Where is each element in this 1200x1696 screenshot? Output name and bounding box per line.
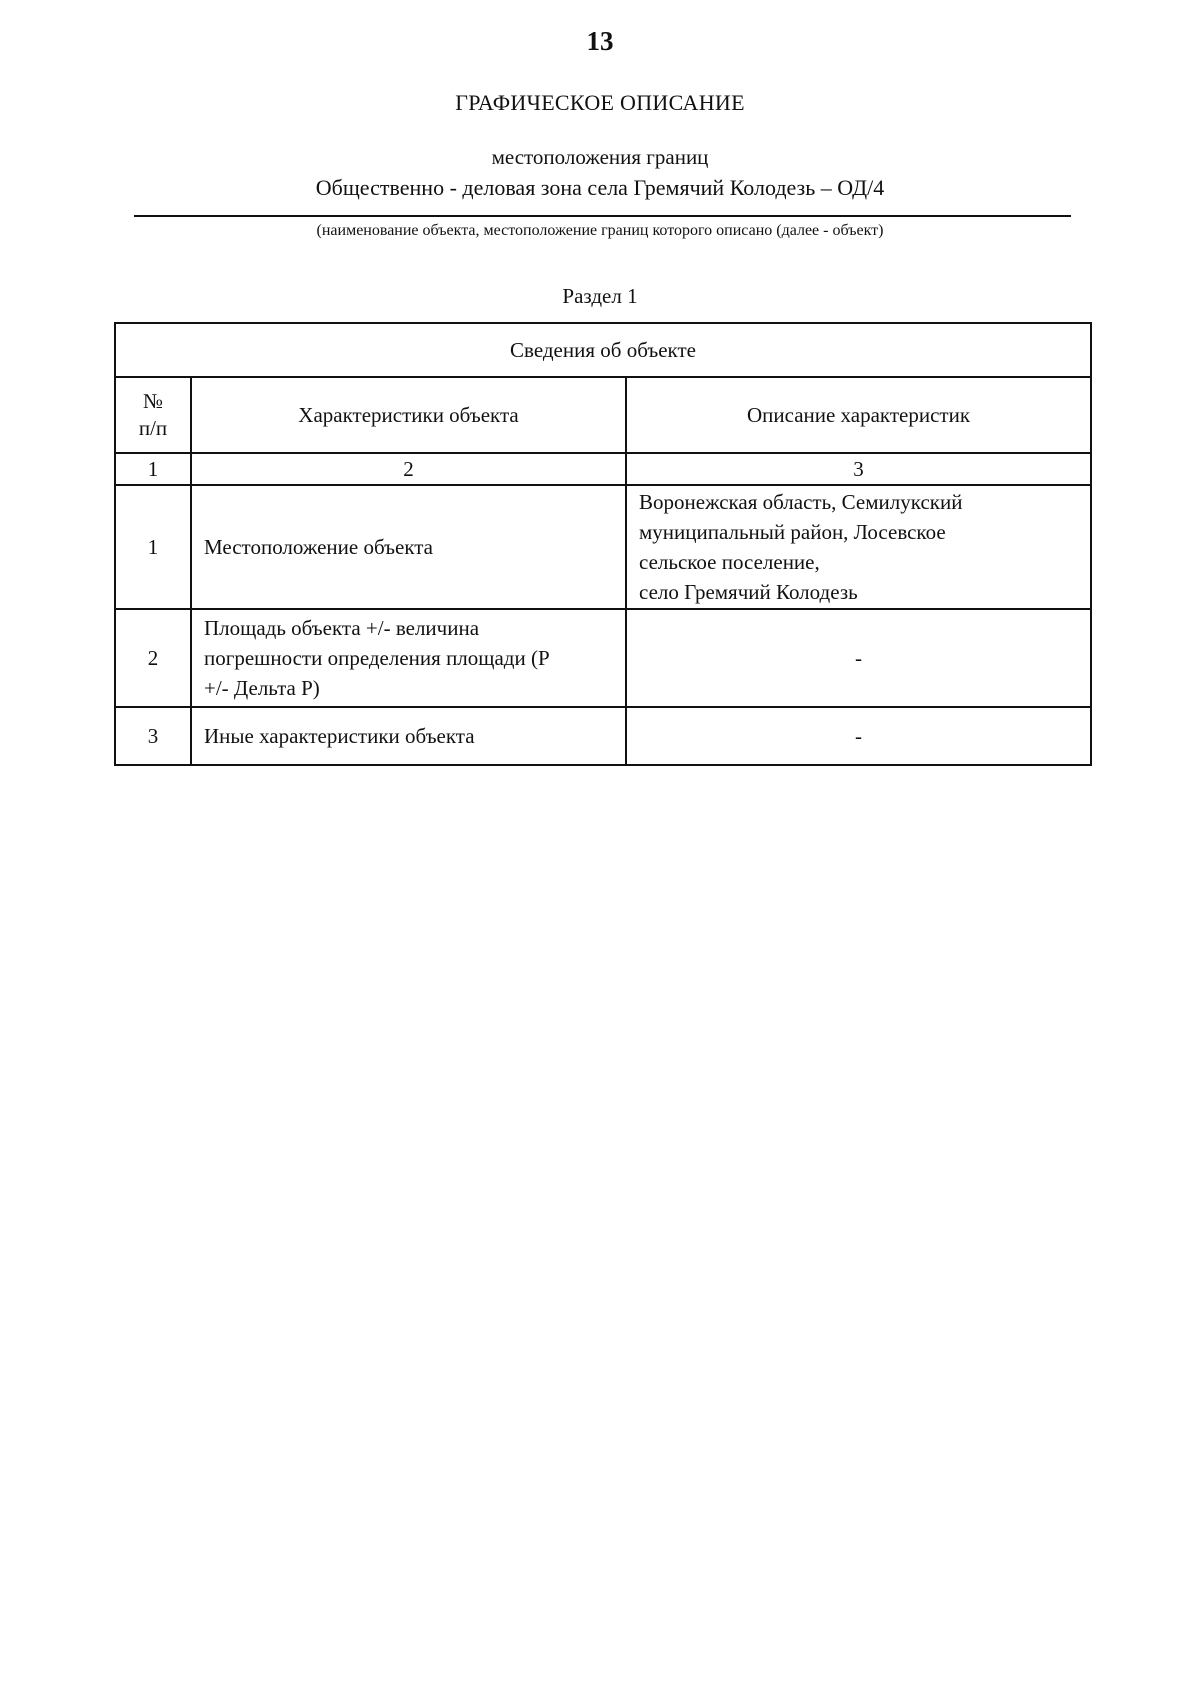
row-description: -	[626, 609, 1091, 707]
header-description: Описание характеристик	[626, 377, 1091, 453]
row-description: -	[626, 707, 1091, 765]
object-name: Общественно - деловая зона села Гремячий Колодезь – ОД/4	[315, 175, 885, 200]
description-line: Воронежская область, Семилукский	[639, 490, 963, 514]
description-line: село Гремячий Колодезь	[639, 580, 858, 604]
table-row	[115, 609, 1091, 707]
header-number-line1: №	[142, 389, 164, 413]
row-characteristic	[191, 609, 626, 707]
table-row	[115, 485, 1091, 609]
header-characteristics: Характеристики объекта	[191, 377, 626, 453]
table-row	[115, 707, 1091, 765]
page-number: 13	[586, 26, 614, 56]
row-description	[626, 485, 1091, 609]
divider-line	[134, 215, 1071, 217]
section-title: Раздел 1	[562, 284, 638, 308]
row-number: 3	[115, 707, 191, 765]
header-number	[115, 377, 191, 453]
description-line: сельское поселение,	[639, 550, 820, 574]
document-subtitle: местоположения границ	[491, 145, 709, 169]
header-number-line2: п/п	[138, 416, 168, 440]
characteristic-line: погрешности определения площади (Р	[204, 646, 550, 670]
row-number: 2	[115, 609, 191, 707]
column-number: 1	[115, 453, 191, 485]
document-title: ГРАФИЧЕСКОЕ ОПИСАНИЕ	[455, 90, 745, 115]
characteristic-line: Площадь объекта +/- величина	[204, 616, 480, 640]
description-line: муниципальный район, Лосевское	[639, 520, 946, 544]
column-number: 3	[626, 453, 1091, 485]
table-caption-row	[115, 323, 1091, 377]
column-number-row	[115, 453, 1091, 485]
table-header-row	[115, 377, 1091, 453]
row-characteristic: Местоположение объекта	[191, 485, 626, 609]
object-info-table	[114, 322, 1092, 766]
table-caption: Сведения об объекте	[115, 323, 1091, 377]
column-number: 2	[191, 453, 626, 485]
characteristic-line: +/- Дельта Р)	[204, 676, 320, 700]
object-name-caption: (наименование объекта, местоположение границ которого описано (далее - объект)	[316, 222, 884, 239]
row-number: 1	[115, 485, 191, 609]
row-characteristic: Иные характеристики объекта	[191, 707, 626, 765]
